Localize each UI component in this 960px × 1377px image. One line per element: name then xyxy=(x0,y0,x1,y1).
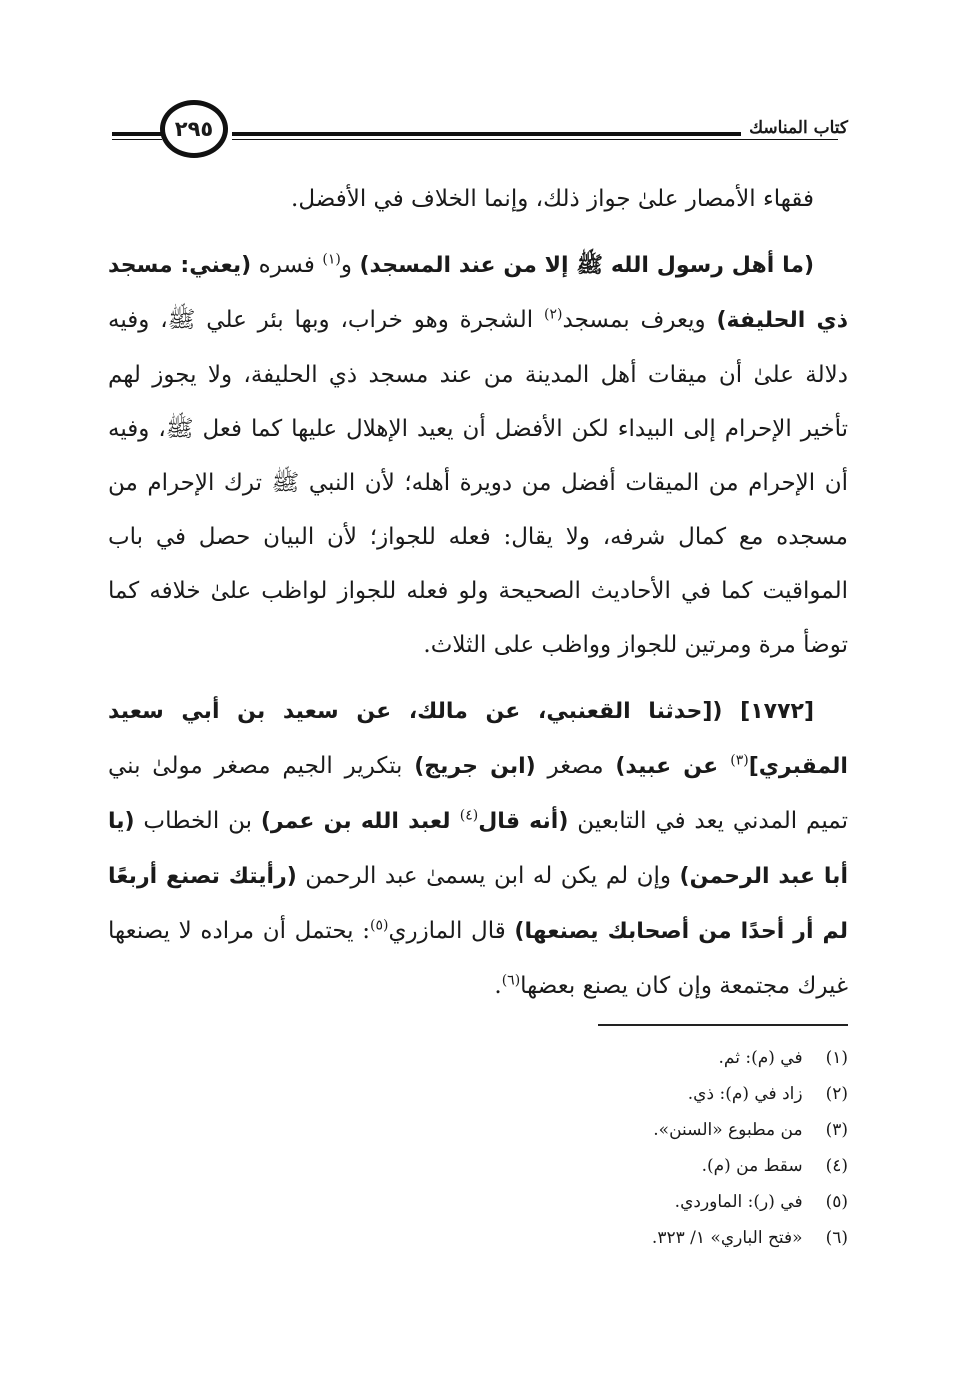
footnote xyxy=(108,1076,848,1112)
footnote-marker: (١) xyxy=(322,251,341,268)
paragraph xyxy=(108,238,848,672)
footnote xyxy=(108,1184,848,1220)
commentary-text: : يحتمل أن مراده لا يصنعها غيرك مجتمعة وإن كان يصنع بعضها xyxy=(108,918,848,999)
footnote-number: (٥) xyxy=(825,1192,848,1212)
commentary-text: فقهاء الأمصار علىٰ جواز ذلك، وإنما الخلاف في الأفضل. xyxy=(291,186,814,212)
main-text xyxy=(108,172,848,1025)
commentary-text: ويعرف بمسجد xyxy=(562,307,717,333)
footnote xyxy=(108,1148,848,1184)
quoted-text: (ما أهل رسول الله ﷺ إلا من عند المسجد) xyxy=(359,253,815,278)
quoted-text: (رأيتك تصنع أربعًا لم أر أحدًا من أصحابك يصنعها) xyxy=(108,864,848,944)
footnote xyxy=(108,1040,848,1076)
footnote-text: في (ر): الماوردي. xyxy=(674,1192,803,1212)
commentary-text: وإن لم يكن له ابن يسمىٰ عبد الرحمن xyxy=(296,863,680,889)
quoted-text: (يا أبا عبد الرحمن) xyxy=(108,809,848,889)
commentary-text: بتكرير الجيم مصغر مولىٰ بني تميم المدني يعد في التابعين xyxy=(108,753,848,834)
footnote-number: (٤) xyxy=(825,1156,848,1176)
footnotes xyxy=(108,1040,848,1256)
quoted-text: [١٧٧٢] ([حدثنا القعنبي، عن مالك، عن سعيد بن أبي سعيد المقبري] xyxy=(108,699,848,779)
header-rule-left xyxy=(112,132,162,136)
commentary-text: . xyxy=(494,973,502,999)
footnote-number: (١) xyxy=(825,1048,848,1068)
footnote-text: في (م): ثم. xyxy=(718,1048,803,1068)
quoted-text: عن عبيد) xyxy=(615,754,731,779)
commentary-text: قال المازري xyxy=(388,918,515,944)
header-rule-left-thin xyxy=(112,139,162,140)
commentary-text: فسره xyxy=(251,252,323,278)
commentary-text: و xyxy=(340,252,360,278)
page-number-circle xyxy=(160,100,228,158)
footnote-marker: (٦) xyxy=(501,972,521,989)
paragraph xyxy=(108,684,848,1013)
footnote xyxy=(108,1220,848,1256)
commentary-text: بن الخطاب xyxy=(134,808,261,834)
footnote xyxy=(108,1112,848,1148)
quoted-text: (ابن جريج) xyxy=(414,754,536,779)
footnote-text: سقط من (م). xyxy=(701,1156,803,1176)
page-number: ٢٩٥ xyxy=(174,117,214,141)
quoted-text: (أنه قال xyxy=(478,809,569,834)
footnote-marker: (٣) xyxy=(730,752,749,769)
running-title: كتاب المناسك xyxy=(741,118,856,138)
footnote-marker: (٤) xyxy=(459,807,479,824)
header-rule-right-thin xyxy=(232,139,838,140)
footnote-number: (٦) xyxy=(825,1228,848,1248)
commentary-text: الشجرة وهو خراب، وبها بئر علي ﷺ، وفيه دلالة علىٰ أن ميقات أهل المدينة من عند مسجد ذي الحليفة، ولا يجوز لهم تأخير الإحرام إلى البيداء لكن الأفضل أن يعيد الإهلال عليها كما فعل ﷺ، وفيه أن الإحرام من الميقات أفضل من دويرة أهله؛ لأن النبي ﷺ ترك الإحرام من مسجده مع كمال شرفه، ولا يقال: فعله للجواز؛ لأن البيان حصل في باب المواقيت كما في الأحاديث الصحيحة ولو فعله للجواز لواظب علىٰ خلافه كما توضأ مرة ومرتين للجواز وواظب على الثلاث. xyxy=(108,307,848,658)
footnote-marker: (٢) xyxy=(544,306,563,323)
quoted-text: (يعني: مسجد ذي الحليفة) xyxy=(108,253,848,333)
footnote-text: من مطبوع «السنن». xyxy=(653,1120,803,1140)
footnote-marker: (٥) xyxy=(369,917,389,934)
footnote-number: (٣) xyxy=(825,1120,848,1140)
footnote-text: زاد في (م): ذي. xyxy=(687,1084,803,1104)
footnote-number: (٢) xyxy=(825,1084,848,1104)
footnote-separator xyxy=(598,1024,848,1026)
quoted-text: لعبد الله بن عمر) xyxy=(260,809,460,834)
footnote-text: «فتح الباري» ١/ ٣٢٣. xyxy=(651,1228,803,1248)
paragraph xyxy=(108,172,848,226)
commentary-text: مصغر xyxy=(535,753,616,779)
